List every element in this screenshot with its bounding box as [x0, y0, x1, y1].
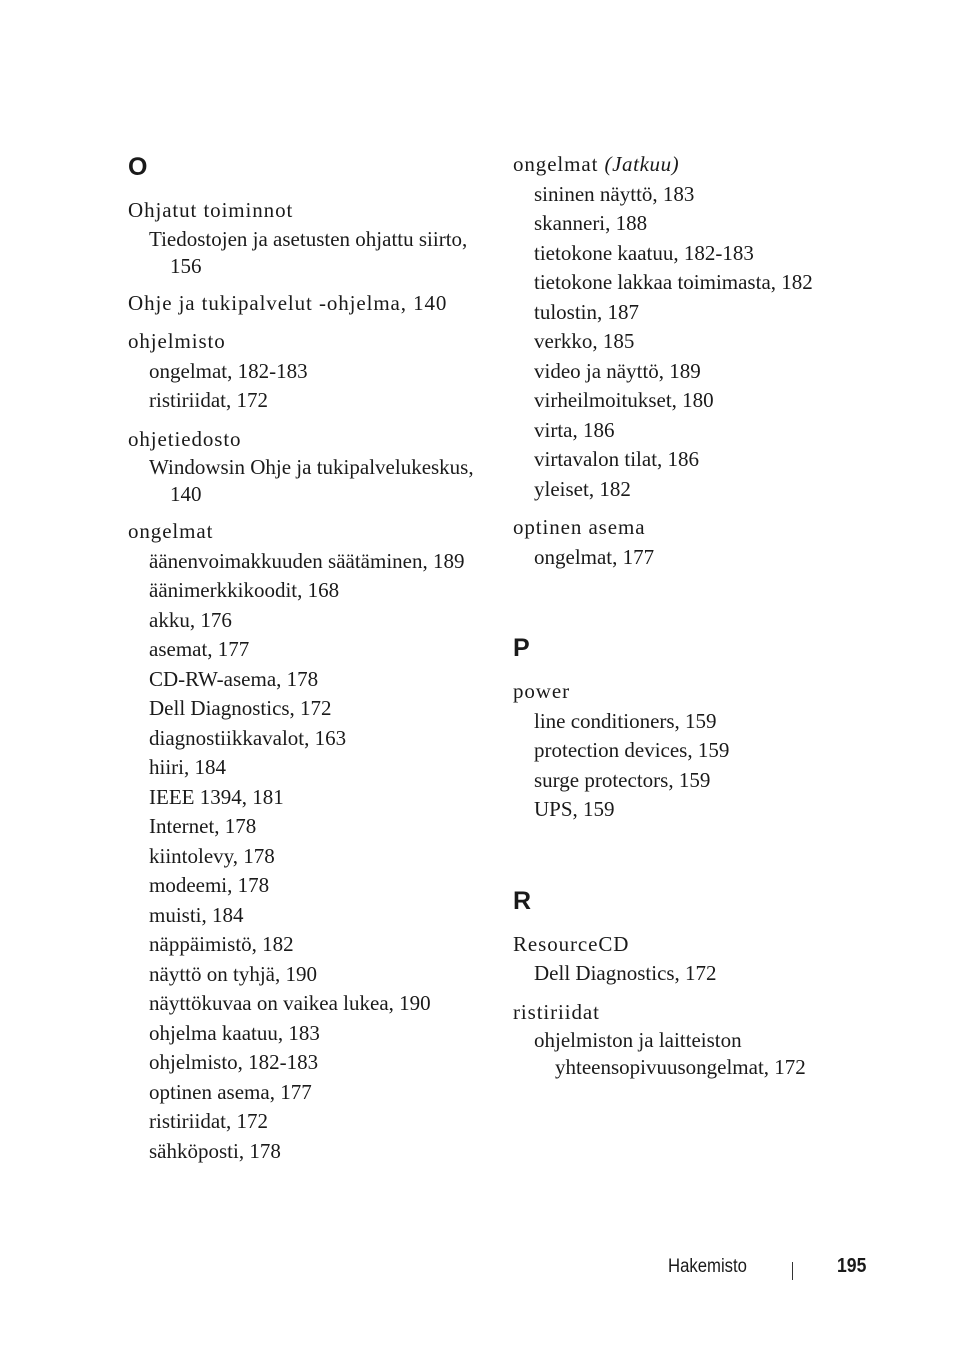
index-subentry: virta, 186 — [534, 417, 615, 442]
index-entries-o — [128, 196, 498, 1166]
index-subentries — [513, 180, 883, 505]
index-subentry: Windowsin Ohje ja tukipalvelukeskus, 140 — [149, 455, 474, 506]
index-entries-r — [513, 930, 883, 1082]
index-term: ohjelmisto — [128, 329, 226, 353]
index-term — [513, 150, 883, 180]
index-subentry: virtavalon tilat, 186 — [534, 447, 700, 471]
index-subentry: Internet, 178 — [149, 814, 257, 838]
index-entry — [513, 930, 883, 989]
index-subentry: surge protectors, 159 — [534, 767, 711, 792]
section-letter-o: O — [128, 153, 148, 181]
index-entry — [513, 677, 883, 825]
index-subentry: näyttö on tyhjä, 190 — [149, 961, 317, 986]
index-subentry: verkko, 185 — [534, 329, 635, 353]
index-subentry: tietokone kaatuu, 182-183 — [534, 240, 754, 265]
index-subentry: virheilmoitukset, 180 — [534, 388, 714, 412]
index-subentry: skanneri, 188 — [534, 211, 648, 235]
index-term: ohjetiedosto — [128, 426, 242, 451]
index-subentry: sähköposti, 178 — [149, 1138, 281, 1163]
index-subentry: ristiriidat, 172 — [149, 1109, 268, 1133]
index-subentry: ohjelmiston ja laitteiston yhteensopivuusongelmat, 172 — [534, 1028, 806, 1079]
index-subentry: diagnostiikkavalot, 163 — [149, 725, 347, 750]
index-entry — [513, 513, 883, 572]
index-subentry: video ja näyttö, 189 — [534, 358, 701, 383]
index-subentry: yleiset, 182 — [534, 476, 631, 501]
index-subentry: muisti, 184 — [149, 902, 244, 927]
index-term-text: ongelmat — [513, 152, 599, 176]
index-term: Ohjatut toiminnot — [128, 198, 294, 222]
index-entry — [128, 289, 498, 319]
index-subentry: CD-RW-asema, 178 — [149, 666, 319, 691]
index-subentry: akku, 176 — [149, 607, 232, 632]
index-entry — [513, 998, 883, 1082]
index-entries-o-cont — [513, 513, 883, 572]
section-letter-r: R — [513, 886, 532, 915]
index-subentry: kiintolevy, 178 — [149, 843, 275, 868]
index-subentry: modeemi, 178 — [149, 873, 270, 897]
index-term: optinen asema — [513, 515, 646, 539]
index-entry — [128, 196, 498, 280]
index-term: ResourceCD — [513, 931, 630, 956]
index-subentry: UPS, 159 — [534, 797, 615, 821]
index-entries-p — [513, 677, 883, 825]
index-subentry: näyttökuvaa on vaikea lukea, 190 — [149, 991, 431, 1015]
index-entry — [128, 425, 498, 509]
index-subentry: hiiri, 184 — [149, 755, 226, 779]
index-subentry: protection devices, 159 — [534, 738, 730, 762]
continued-note: (Jatkuu) — [604, 152, 680, 176]
index-term: power — [513, 679, 570, 703]
index-subentry: ohjelmisto, 182-183 — [149, 1050, 319, 1074]
index-term: ristiriidat — [513, 999, 600, 1024]
section-letter-p: P — [513, 634, 530, 662]
index-subentry: sininen näyttö, 183 — [534, 181, 695, 206]
index-subentry: IEEE 1394, 181 — [149, 784, 284, 809]
index-subentry: asemat, 177 — [149, 637, 250, 661]
index-subentry: ongelmat, 177 — [534, 544, 655, 569]
index-entry-continued — [513, 150, 883, 504]
index-subentry: ongelmat, 182-183 — [149, 358, 308, 383]
page-number: 195 — [837, 1255, 867, 1277]
index-subentry: äänenvoimakkuuden säätäminen, 189 — [149, 548, 465, 573]
index-subentry: äänimerkkikoodit, 168 — [149, 578, 340, 602]
index-subentry: näppäimistö, 182 — [149, 932, 294, 956]
index-entry — [128, 517, 498, 1166]
index-subentry: Dell Diagnostics, 172 — [534, 961, 717, 985]
index-subentry: Dell Diagnostics, 172 — [149, 696, 332, 720]
index-subentry: ohjelma kaatuu, 183 — [149, 1020, 320, 1045]
index-subentry: line conditioners, 159 — [534, 708, 717, 733]
index-subentry: tulostin, 187 — [534, 299, 640, 324]
index-term: ongelmat — [128, 519, 214, 543]
index-subentry: ristiriidat, 172 — [149, 388, 268, 412]
page-footer — [0, 1254, 954, 1284]
index-subentry: Tiedostojen ja asetusten ohjattu siirto, 156 — [149, 226, 468, 278]
index-term: Ohje ja tukipalvelut -ohjelma, 140 — [128, 290, 448, 315]
index-column-left — [128, 150, 498, 1175]
index-entry — [128, 327, 498, 416]
footer-divider — [792, 1262, 793, 1280]
index-column-right — [513, 150, 883, 1090]
index-subentry: optinen asema, 177 — [149, 1079, 312, 1104]
footer-section-label: Hakemisto — [668, 1256, 747, 1277]
index-subentry: tietokone lakkaa toimimasta, 182 — [534, 270, 813, 294]
